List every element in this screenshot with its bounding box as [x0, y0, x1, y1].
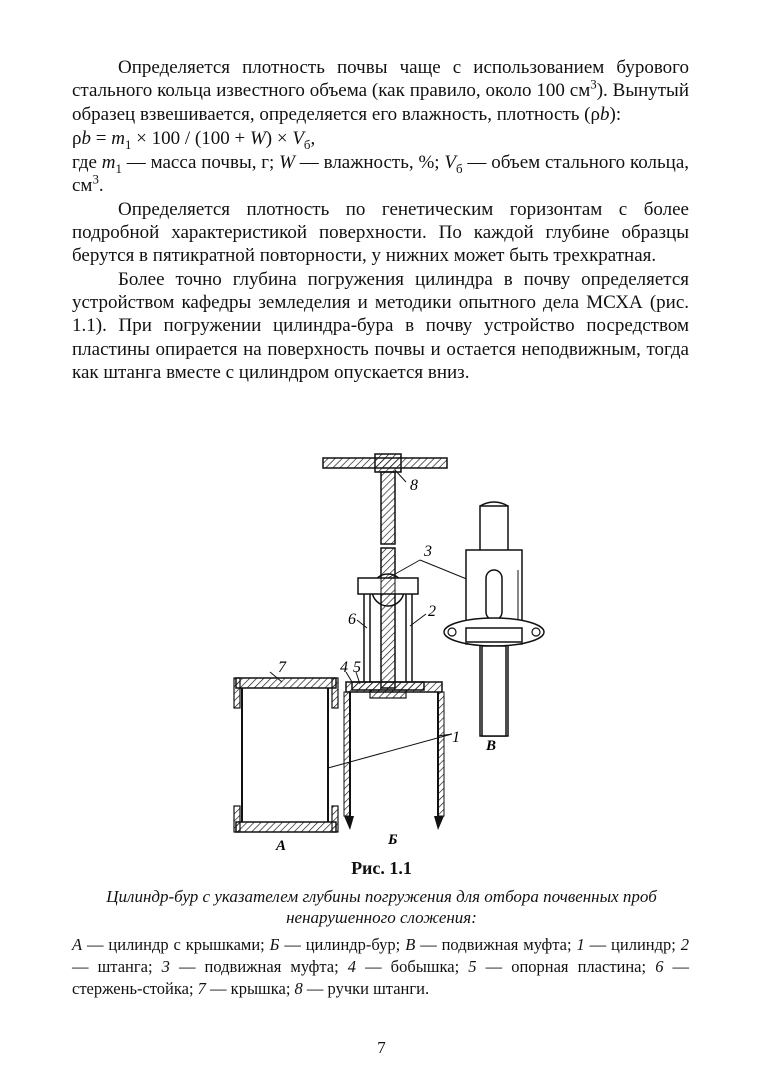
label-1: 1 [452, 729, 460, 746]
label-7: 7 [278, 659, 286, 676]
rod-upper [381, 472, 395, 544]
b-variable: b [600, 103, 610, 125]
formula-end: , [310, 127, 316, 149]
page-number: 7 [377, 1038, 386, 1057]
formula-m: m [111, 127, 125, 149]
where-5: . [98, 175, 104, 197]
sleeve-v [444, 502, 544, 736]
legend-key: 8 [294, 979, 303, 998]
where-4: — объем стального кольца, см [72, 152, 690, 197]
where-w: W [279, 152, 295, 174]
label-2: 2 [428, 603, 436, 620]
formula-m-sub: 1 [124, 136, 132, 152]
label-b: Б [388, 832, 398, 848]
paragraph-1-text-b: ). Вынутый образец взвешивается, определяется его влажность, плотность ( [72, 80, 689, 125]
where-m: m [101, 152, 116, 174]
label-v: В [486, 738, 497, 754]
where-v: V [444, 152, 456, 174]
formula-middle: × 100 / (100 + [131, 127, 250, 149]
where-1: где [72, 152, 102, 174]
rho-symbol: ρ [590, 103, 600, 125]
legend-key: 7 [197, 979, 206, 998]
formula-v-sub: б [303, 136, 311, 152]
legend-text: — ручки штанги. [302, 979, 430, 998]
label-a: А [276, 838, 287, 854]
paragraph-3: Более точно глубина погружения цилиндра в почву определяется устройством кафедры земледелия и методики опытного дела МСХА (рис. 1.1). При погружении цилиндра-бура в почву устройство посредством пластины опирается на поверхность почвы и остается неподвижным, тогда как штанга вместе с цилиндром опускается вниз. [72, 268, 689, 383]
paragraph-1 [72, 56, 689, 126]
legend-key: 2 [680, 935, 689, 954]
formula-equals: = [90, 127, 112, 149]
cylinder-b [344, 682, 444, 830]
legend-key: 6 [655, 957, 664, 976]
formula-b: b [81, 127, 91, 149]
where-3: — влажность, %; [294, 152, 445, 174]
formula-w: W [249, 127, 266, 149]
formula-rho: ρ [72, 127, 82, 149]
legend-text: — цилиндр с крышками; [82, 935, 270, 954]
label-8: 8 [410, 477, 418, 494]
figure-1-1 [230, 450, 550, 860]
legend-key: Б [269, 935, 280, 954]
label-4: 4 [340, 659, 348, 676]
device-drawing [230, 450, 550, 860]
figure-caption-title: Рис. 1.1 [351, 858, 412, 878]
legend-text: — крышка; [205, 979, 295, 998]
formula-v: V [292, 127, 304, 149]
legend-text: — бобышка; [356, 957, 469, 976]
paragraph-1-text-a: Определяется плотность почвы чаще с использованием бурового стального кольца известного объема (как правило, около 100 см [72, 57, 689, 102]
paragraph-2: Определяется плотность по генетическим горизонтам с более подробной характеристикой поверхности. По каждой глубине образцы берутся в пятикратной повторности, у нижних может быть трехкратная. [72, 198, 689, 267]
cylinder-a [234, 678, 338, 832]
formula [72, 127, 689, 150]
legend-text: — цилиндр-бур; [279, 935, 406, 954]
label-3: 3 [424, 543, 432, 560]
rod-lower [381, 548, 395, 688]
legend-key: А [72, 935, 83, 954]
legend-key: 3 [161, 957, 170, 976]
figure-legend [72, 934, 689, 1000]
legend-text: — стержень-стойка; [72, 957, 690, 998]
label-6: 6 [348, 611, 356, 628]
where-2: — масса почвы, г; [121, 152, 280, 174]
formula-middle-2: ) × [265, 127, 293, 149]
legend-key: 5 [468, 957, 477, 976]
where-m-sub: 1 [115, 160, 122, 176]
legend-text: — опорная пластина; [476, 957, 656, 976]
figure-caption-subtitle: Цилиндр-бур с указателем глубины погружения для отбора почвенных проб ненарушенного сложения: [106, 887, 657, 927]
paragraph-1-end: ): [609, 103, 622, 125]
legend-text: — штанга; [72, 957, 162, 976]
legend-key: 4 [347, 957, 357, 976]
handle-bar [323, 454, 447, 472]
legend-key: 1 [576, 935, 585, 954]
body-text [72, 56, 689, 384]
where-v-sub: б [456, 160, 463, 176]
label-5: 5 [353, 659, 361, 676]
sup-cm3: 3 [590, 76, 597, 92]
legend-key: В [405, 935, 416, 954]
legend-text: — подвижная муфта; [415, 935, 577, 954]
where-sup: 3 [92, 172, 99, 188]
legend-text: — цилиндр; [584, 935, 681, 954]
where-clause [72, 151, 689, 198]
legend-text: — подвижная муфта; [169, 957, 348, 976]
